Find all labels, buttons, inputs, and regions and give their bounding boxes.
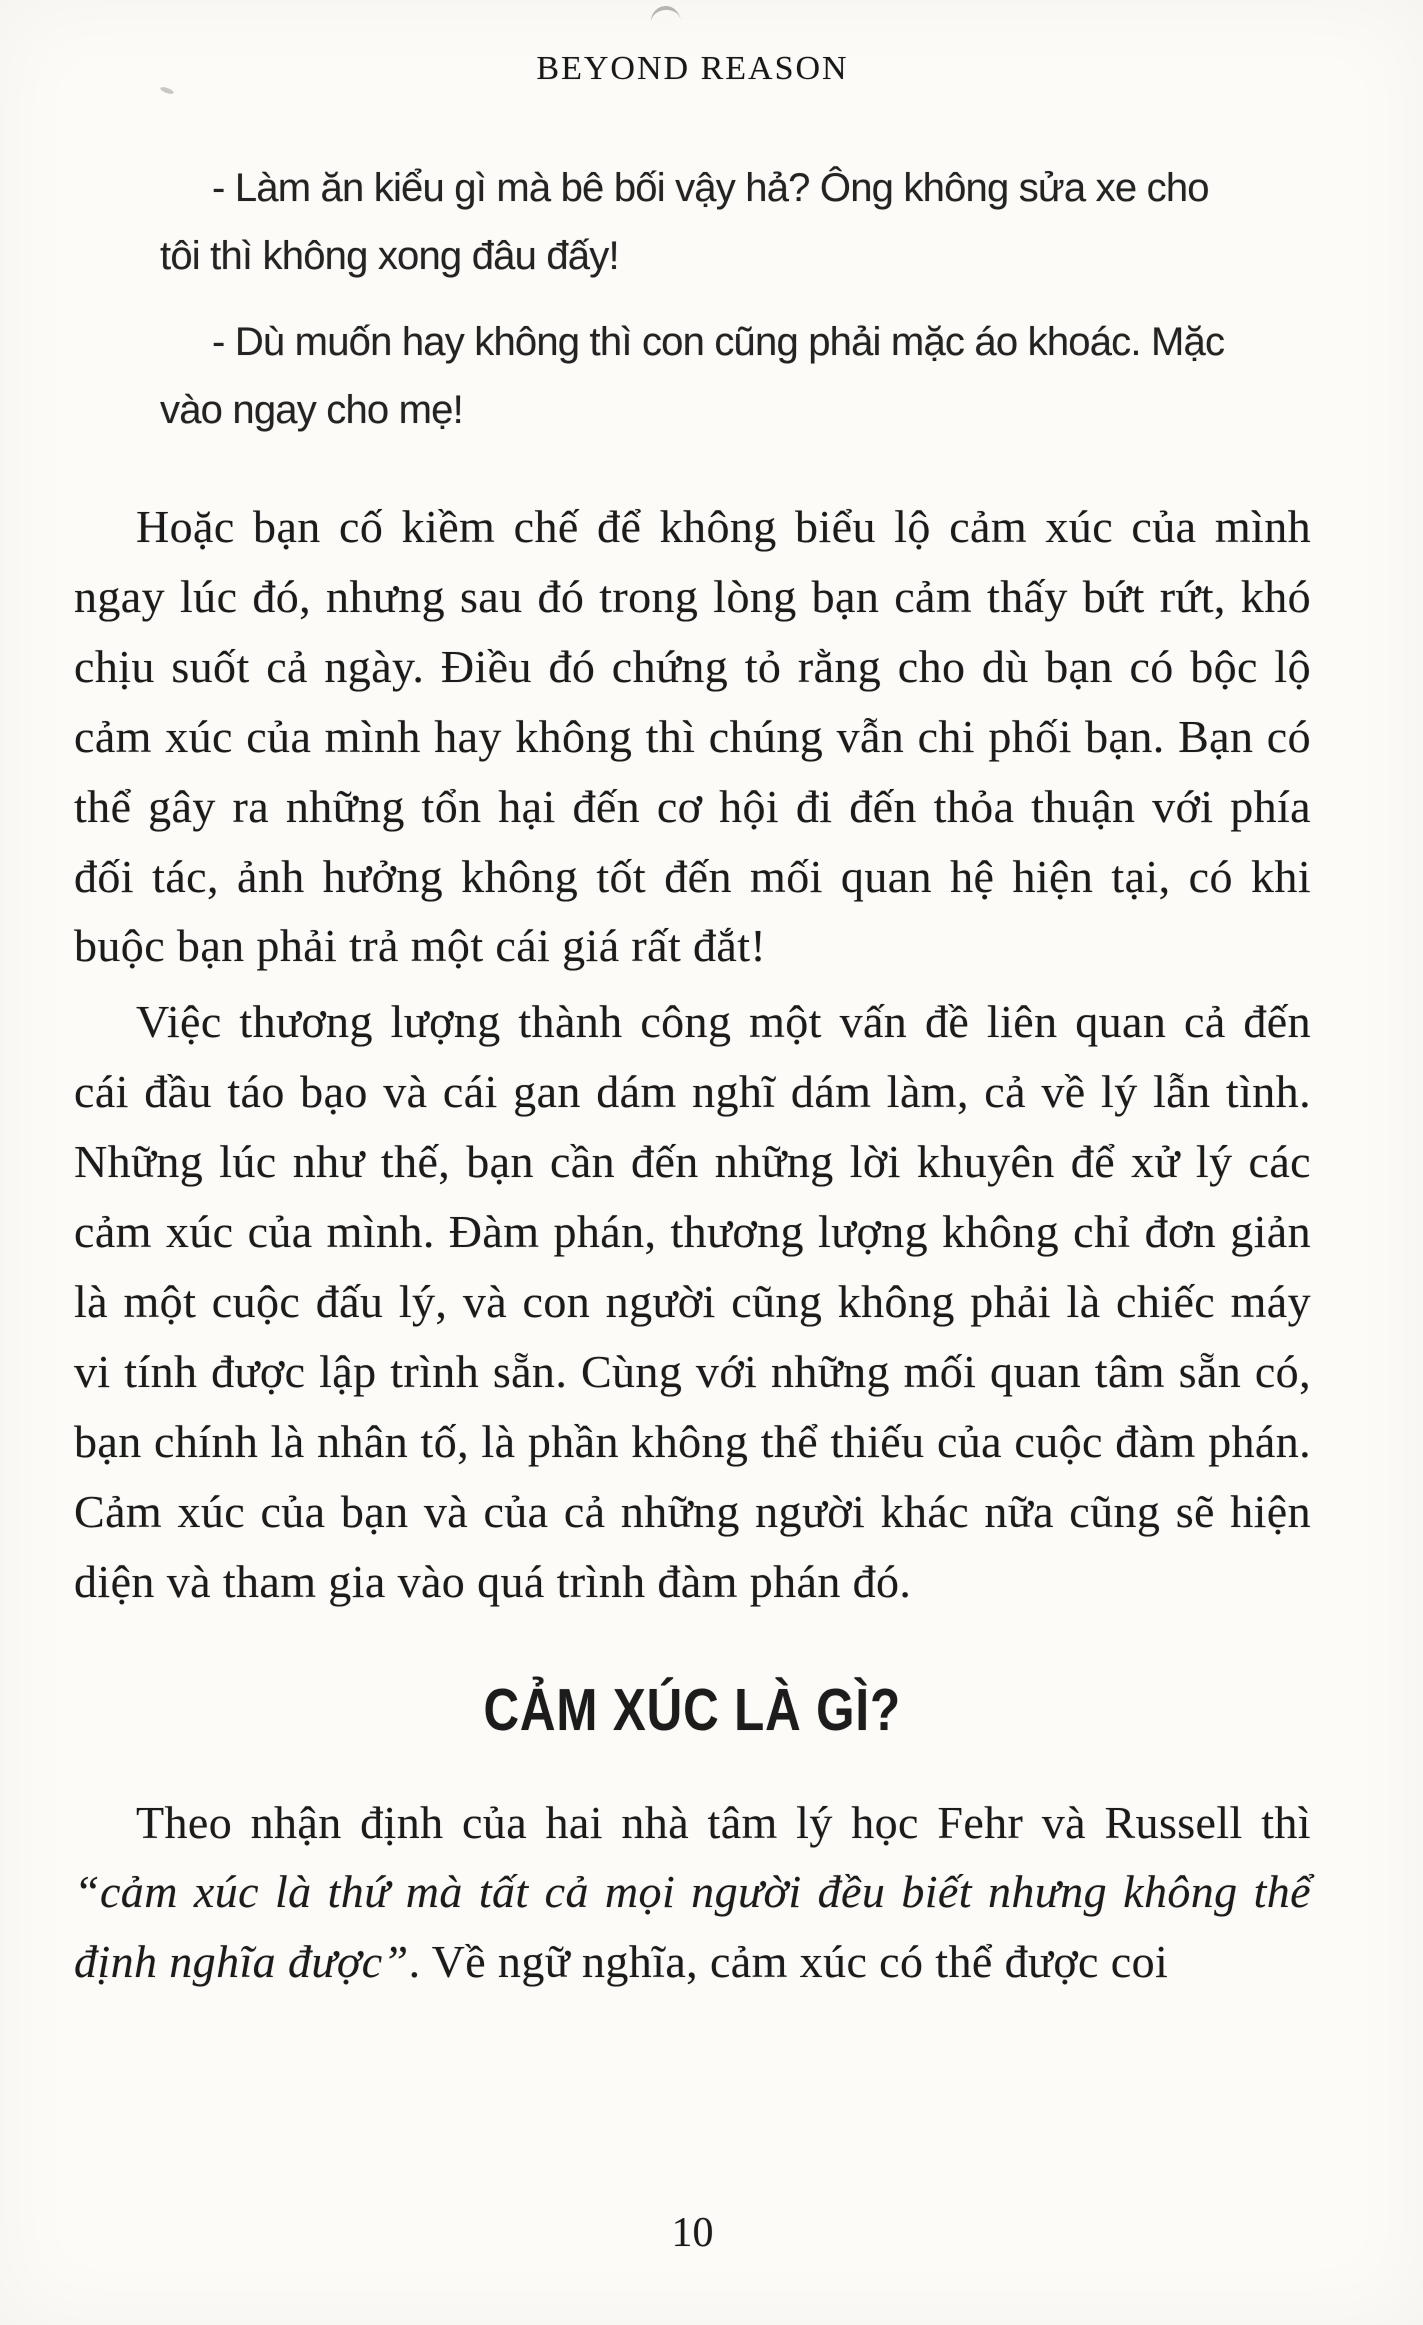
closing-prefix: Theo nhận định của hai nhà tâm lý học Fehr và Russell thì <box>136 1796 1311 1848</box>
closing-suffix: . Về ngữ nghĩa, cảm xúc có thể được coi <box>408 1936 1169 1988</box>
dialogue-line-1: - Làm ăn kiểu gì mà bê bối vậy hả? Ông không sửa xe cho tôi thì không xong đâu đấy! <box>160 166 1209 278</box>
running-header: BEYOND REASON <box>536 50 849 87</box>
section-heading-text: CẢM XÚC LÀ GÌ? <box>483 1675 902 1743</box>
section-heading <box>74 1677 1311 1742</box>
dialogue-block <box>74 154 1311 444</box>
dialogue-line-2: - Dù muốn hay không thì con cũng phải mặc áo khoác. Mặc vào ngay cho mẹ! <box>160 320 1225 432</box>
page-number: 10 <box>671 2210 714 2256</box>
closing-paragraph <box>74 1788 1311 1998</box>
body-paragraph-2: Việc thương lượng thành công một vấn đề liên quan cả đến cái đầu táo bạo và cái gan dám nghĩ dám làm, cả về lý lẫn tình. Những lúc như thế, bạn cần đến những lời khuyên để xử lý các cảm xúc của mình. Đàm phán, thương lượng không chỉ đơn giản là một cuộc đấu lý, và con người cũng không phải là chiếc máy vi tính được lập trình sẵn. Cùng với những mối quan tâm sẵn có, bạn chính là nhân tố, là phần không thể thiếu của cuộc đàm phán. Cảm xúc của bạn và của cả những người khác nữa cũng sẽ hiện diện và tham gia vào quá trình đàm phán đó. <box>74 996 1311 1607</box>
body-paragraph-1: Hoặc bạn cố kiềm chế để không biểu lộ cảm xúc của mình ngay lúc đó, nhưng sau đó trong lòng bạn cảm thấy bứt rứt, khó chịu suốt cả ngày. Điều đó chứng tỏ rằng cho dù bạn có bộc lộ cảm xúc của mình hay không thì chúng vẫn chi phối bạn. Bạn có thể gây ra những tổn hại đến cơ hội đi đến thỏa thuận với phía đối tác, ảnh hưởng không tốt đến mối quan hệ hiện tại, có khi buộc bạn phải trả một cái giá rất đắt! <box>74 501 1311 972</box>
quoted-definition: “cảm xúc là thứ mà tất cả mọi người đều biết nhưng không thể định nghĩa được” <box>74 1866 1311 1988</box>
